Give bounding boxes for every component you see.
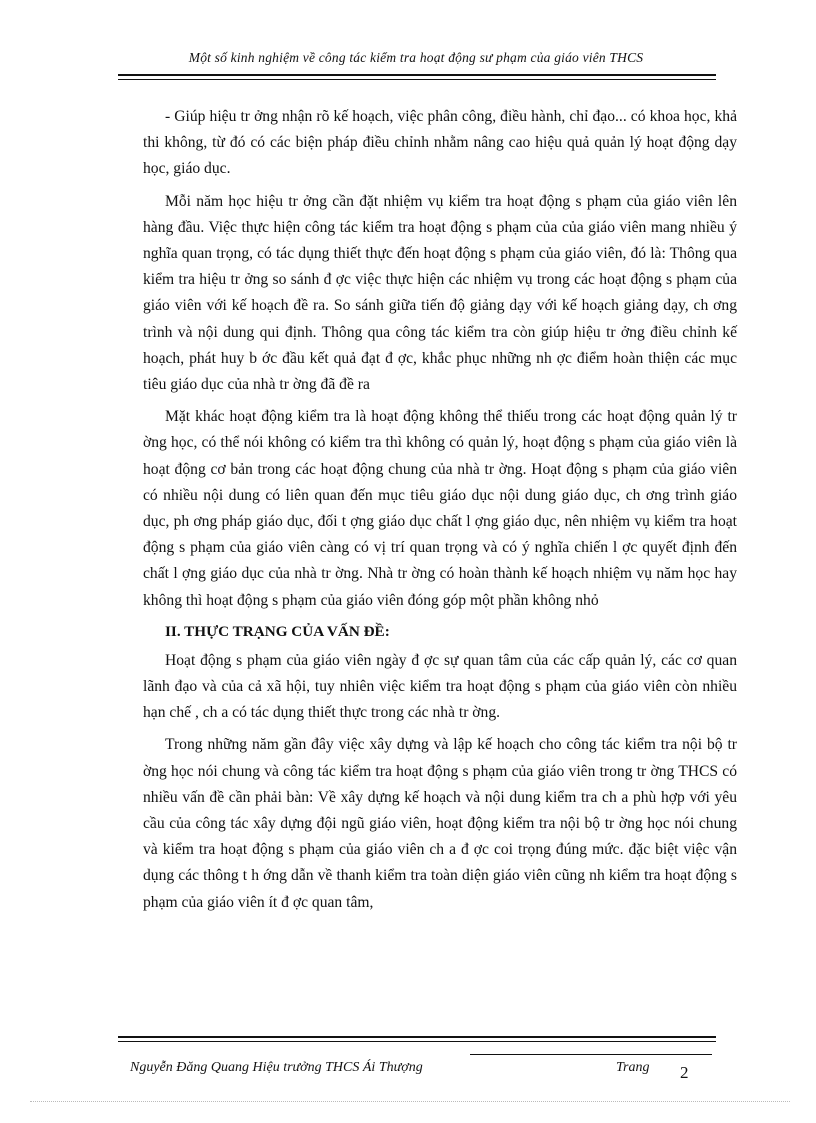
paragraph-4: Hoạt động s phạm của giáo viên ngày đ ợc sự quan tâm của các cấp quản lý, các cơ quan lãnh đạo và của cả xã hội, tuy nhiên việc kiểm tra hoạt động s phạm của giáo viên còn nhiều hạn chế , ch a có tác dụng thiết thực trong các nhà tr ờng.: [143, 651, 737, 722]
footer-author: Nguyễn Đăng Quang Hiệu trưởng THCS Ái Thượng: [130, 1060, 423, 1075]
paragraph-5: Trong những năm gần đây việc xây dựng và lập kế hoạch cho công tác kiểm tra nội bộ tr ờng học nói chung và công tác kiểm tra hoạt động s phạm của giáo viên trong tr ờng THCS có nhiều vấn đề cần phải bàn: Về xây dựng kế hoạch và nội dung kiểm tra ch a phù hợp với yêu cầu của công tác xây dựng đội ngũ giáo viên, hoạt động kiểm tra nội bộ tr ờng học nói chung và kiểm tra hoạt động s phạm của giáo viên ch a đ ợc coi trọng đúng mức. đặc biệt việc vận dụng các thông t h ớng dẫn về thanh kiểm tra toàn diện giáo viên cũng nh kiểm tra hoạt động s phạm của giáo viên ít đ ợc quan tâm,: [143, 736, 737, 911]
running-header: Một số kinh nghiệm về công tác kiểm tra hoạt động sư phạm của giáo viên THCS: [188, 50, 644, 65]
header-rule-thin: [118, 79, 716, 80]
paragraph-2: Mỗi năm học hiệu tr ởng cần đặt nhiệm vụ kiểm tra hoạt động s phạm của giáo viên lên hàng đầu. Việc thực hiện công tác kiểm tra hoạt động s phạm của của giáo viên mang nhiều ý nghĩa quan trọng, có tác dụng thiết thực đến hoạt động s phạm của giáo viên, đó là: Thông qua kiểm tra hiệu tr ởng so sánh đ ợc việc thực hiện các nhiệm vụ trong các hoạt động s phạm của giáo viên với kế hoạch đề ra. So sánh giữa tiến độ giảng dạy với kế hoạch giảng dạy, ch ơng trình và nội dung qui định. Thông qua công tác kiểm tra còn giúp hiệu tr ởng điều chỉnh kế hoạch, phát huy b ớc đầu kết quả đạt đ ợc, khắc phục những nh ợc điểm hoàn thiện các mục tiêu giáo dục của nhà tr ờng đã đề ra: [143, 192, 737, 394]
document-body: [143, 104, 737, 922]
page-number: 2: [680, 1063, 689, 1082]
paragraph-1: - Giúp hiệu tr ởng nhận rõ kế hoạch, việc phân công, điều hành, chỉ đạo... có khoa học, khả thi không, từ đó có các biện pháp điều chỉnh nhằm nâng cao hiệu quả quản lý hoạt động dạy học, giáo dục.: [143, 108, 737, 178]
footer-page-label: Trang: [616, 1060, 650, 1075]
footer-rule-thick: [118, 1036, 716, 1038]
section-heading: II. THỰC TRẠNG CỦA VẤN ĐỀ:: [165, 622, 390, 640]
paragraph-3: Mặt khác hoạt động kiểm tra là hoạt động không thể thiếu trong các hoạt động quản lý tr ờng học, có thể nói không có kiểm tra thì không có quản lý, hoạt động s phạm của giáo viên là hoạt động cơ bản trong các hoạt động chung của nhà tr ờng. Hoạt động s phạm của giáo viên có nhiều nội dung có liên quan đến mục tiêu giáo dục nội dung giáo dục, ch ơng trình giáo dục, ph ơng pháp giáo dục, đối t ợng giáo dục chất l ợng giáo dục, nên nhiệm vụ kiểm tra hoạt động s phạm của giáo viên càng có vị trí quan trọng và có ý nghĩa chiến l ợc quyết định đến chất l ợng giáo dục của nhà tr ờng. Nhà tr ờng có hoàn thành kế hoạch nhiệm vụ năm học hay không thì hoạt động s phạm của giáo viên đóng góp một phần không nhỏ: [143, 408, 737, 609]
footer-rule-short: [470, 1054, 712, 1055]
page-bottom-dotted-line: [30, 1101, 790, 1102]
footer-rule-thin: [118, 1041, 716, 1042]
header-rule-thick: [118, 74, 716, 76]
